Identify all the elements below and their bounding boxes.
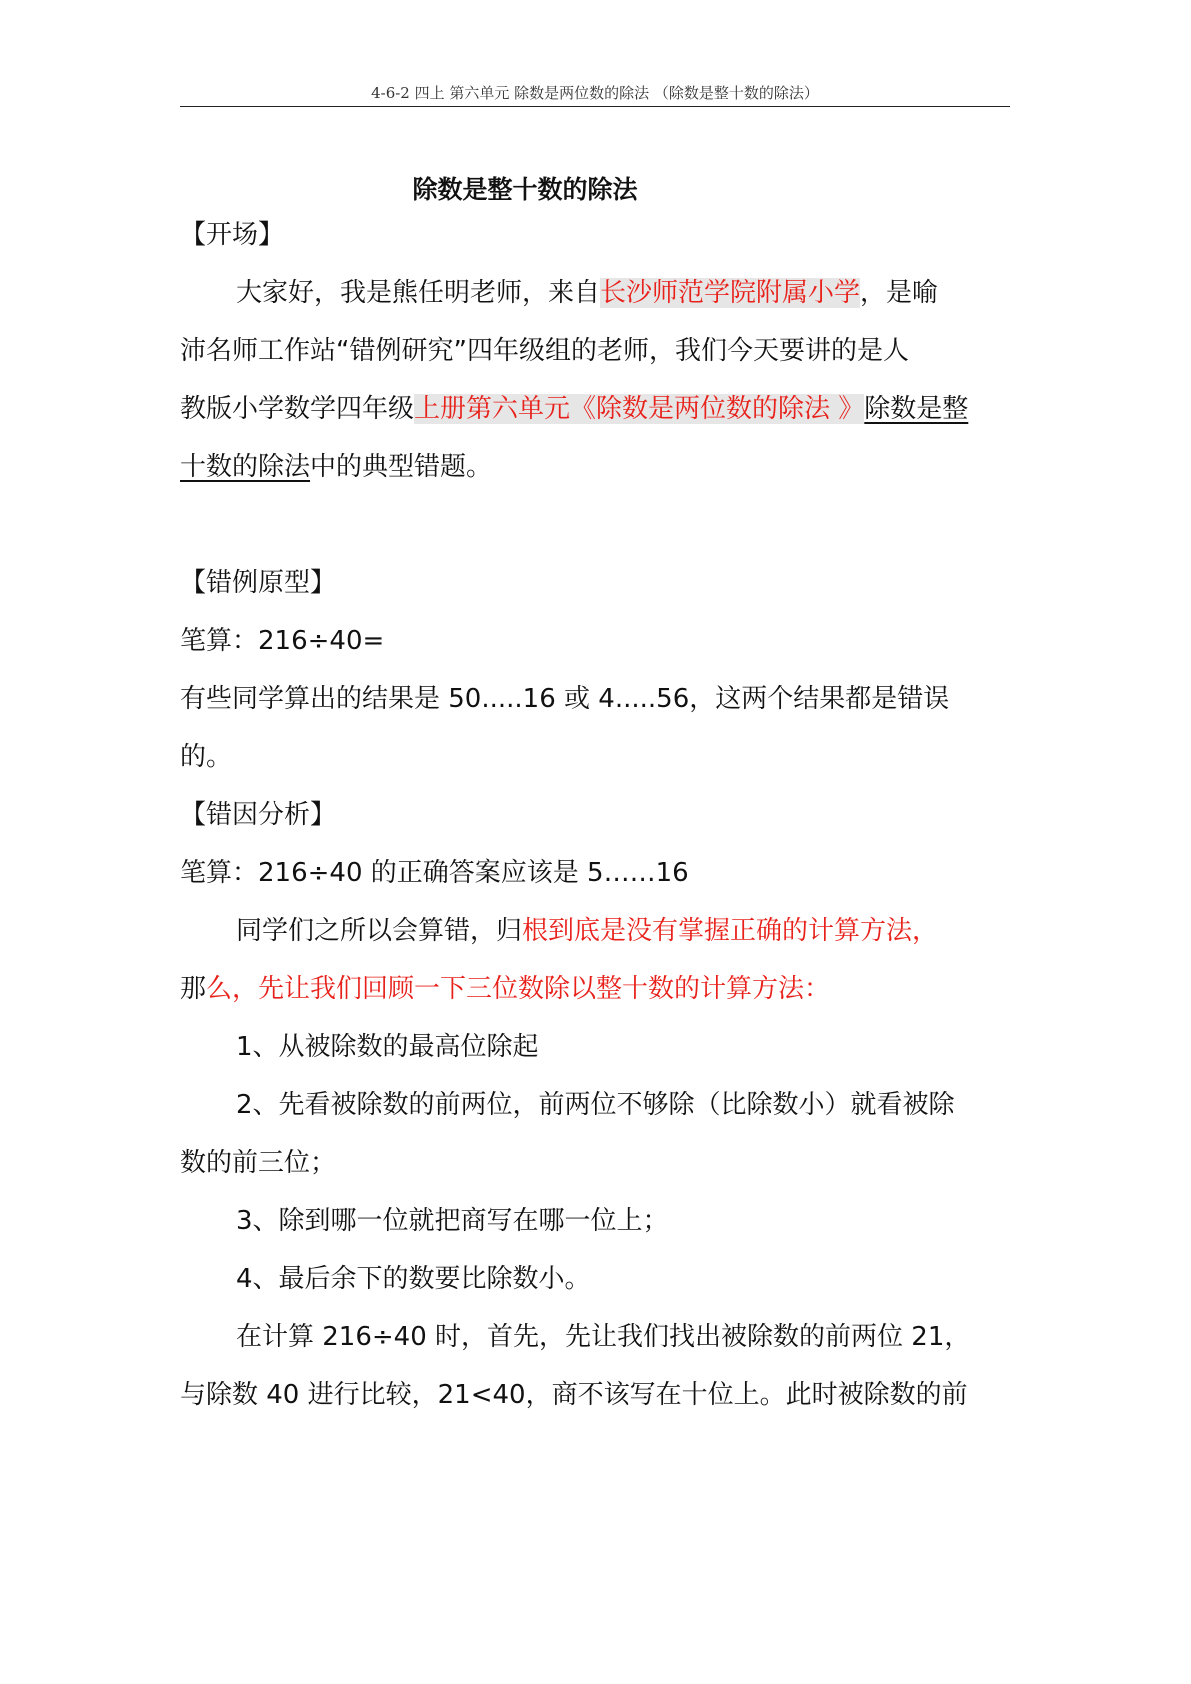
- prototype-problem: 笔算：216÷40=: [180, 626, 385, 656]
- opening-line-2: 沛名师工作站“错例研究”四年级组的老师，我们今天要讲的是人: [180, 336, 909, 366]
- step-4: 4、最后余下的数要比除数小。: [236, 1264, 591, 1294]
- opening-line-4-post: 中的典型错题。: [310, 452, 493, 482]
- opening-line-3-pre: 教版小学数学四年级: [180, 394, 415, 424]
- review-emphasis: 么，先让我们回顾一下三位数除以整十数的计算方法：: [206, 974, 831, 1004]
- school-name: 长沙师范学院附属小学: [600, 278, 861, 308]
- cause-pre: 同学们之所以会算错，归: [236, 916, 523, 946]
- step-1: 1、从被除数的最高位除起: [236, 1032, 539, 1062]
- prototype-heading: 【错例原型】: [180, 568, 337, 598]
- unit-name: 上册第六单元《除数是两位数的除法 》: [414, 394, 865, 424]
- wrong-answers-line-2: 的。: [180, 742, 233, 772]
- wrong-answers-line-1: 有些同学算出的结果是 50.....16 或 4.....56，这两个结果都是错误: [180, 684, 950, 714]
- opening-heading: 【开场】: [180, 220, 285, 250]
- cause-line: [236, 914, 938, 948]
- topic-name-part-1: 除数是整: [864, 394, 969, 424]
- review-pre: 那: [180, 974, 207, 1004]
- analysis-heading: 【错因分析】: [180, 800, 337, 830]
- explanation-line-1: 在计算 216÷40 时，首先，先让我们找出被除数的前两位 21，: [236, 1322, 971, 1352]
- review-line: [180, 972, 830, 1006]
- page-title: 除数是整十数的除法: [412, 175, 638, 204]
- opening-line-4: [180, 450, 492, 484]
- step-3: 3、除到哪一位就把商写在哪一位上；: [236, 1206, 669, 1236]
- correct-answer: 笔算：216÷40 的正确答案应该是 5……16: [180, 858, 689, 888]
- step-2-continued: 数的前三位；: [180, 1148, 337, 1178]
- opening-line-1: [236, 276, 938, 310]
- opening-line-1-post: ，是喻: [860, 278, 939, 308]
- cause-emphasis: 根到底是没有掌握正确的计算方法，: [522, 916, 939, 946]
- header-rule: [180, 106, 1010, 107]
- step-2: 2、先看被除数的前两位，前两位不够除（比除数小）就看被除: [236, 1090, 955, 1120]
- running-header: 4-6-2 四上 第六单元 除数是两位数的除法 （除数是整十数的除法）: [371, 84, 819, 102]
- opening-line-3: [180, 392, 968, 426]
- topic-name-part-2: 十数的除法: [180, 452, 311, 482]
- explanation-line-2: 与除数 40 进行比较，21<40，商不该写在十位上。此时被除数的前: [180, 1380, 968, 1410]
- opening-line-1-pre: 大家好，我是熊任明老师，来自: [236, 278, 601, 308]
